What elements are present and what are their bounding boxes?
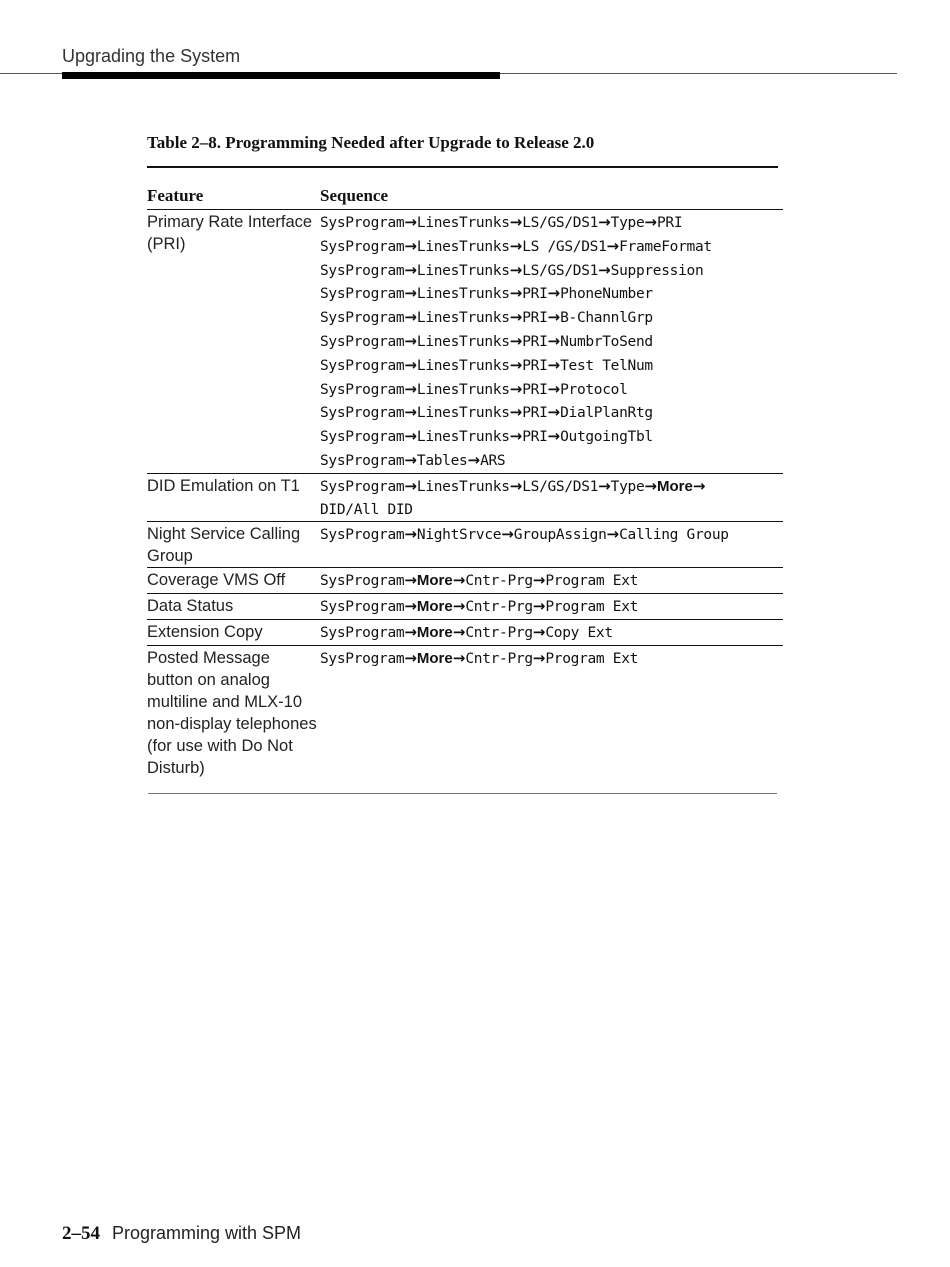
sequence-step: PRI — [522, 381, 548, 398]
sequence-line — [320, 211, 783, 235]
sequence-step: Cntr-Prg — [465, 573, 533, 590]
sequence-step: GroupAssign — [513, 527, 607, 544]
sequence-line — [320, 354, 783, 378]
sequence-step: Test TelNum — [560, 357, 653, 374]
arrow-icon: → — [452, 622, 466, 641]
arrow-icon: → — [509, 355, 523, 374]
sequence-step: LinesTrunks — [416, 405, 510, 422]
arrow-icon: → — [509, 331, 523, 350]
feature-cell: Coverage VMS Off — [147, 571, 286, 590]
arrow-icon: → — [404, 213, 417, 231]
page-number: 2–54 — [62, 1223, 100, 1244]
arrow-icon: → — [598, 213, 611, 231]
sequence-cell — [320, 594, 783, 619]
arrow-icon: → — [532, 571, 546, 590]
table-bottom-rule — [148, 793, 777, 794]
sequence-cell — [320, 474, 783, 522]
sequence-step: Program Ext — [545, 573, 639, 590]
arrow-icon: → — [547, 308, 561, 327]
sequence-line — [320, 282, 783, 306]
sequence-step: LinesTrunks — [416, 215, 510, 231]
sequence-line — [320, 235, 783, 259]
column-header-feature: Feature — [147, 186, 204, 205]
arrow-icon: → — [509, 308, 523, 327]
arrow-icon: → — [598, 476, 611, 495]
sequence-step: Cntr-Prg — [465, 624, 533, 641]
sequence-cell — [320, 568, 783, 593]
arrow-icon: → — [509, 476, 523, 495]
sequence-line — [320, 499, 783, 522]
arrow-icon: → — [404, 622, 417, 641]
sequence-step: SysProgram — [320, 599, 405, 616]
sequence-line — [320, 449, 783, 473]
sequence-step: LinesTrunks — [416, 238, 510, 255]
sequence-line — [320, 425, 783, 449]
sequence-line — [320, 595, 783, 619]
feature-cell: Extension Copy — [147, 622, 263, 641]
arrow-icon: → — [404, 355, 417, 374]
sequence-line — [320, 475, 783, 499]
arrow-icon: → — [532, 648, 546, 667]
sequence-step: SysProgram — [320, 286, 405, 303]
arrow-icon: → — [509, 284, 523, 303]
table-row — [147, 474, 783, 523]
arrow-icon: → — [501, 525, 514, 544]
sequence-step: More — [416, 572, 453, 590]
table-row — [147, 620, 783, 646]
table-row — [147, 594, 783, 620]
sequence-cell — [320, 522, 783, 567]
arrow-icon: → — [452, 597, 466, 616]
sequence-step: B-ChannlGrp — [560, 310, 653, 327]
sequence-step: DID/All DID — [320, 501, 413, 518]
footer-title: Programming with SPM — [112, 1223, 302, 1243]
sequence-step: LinesTrunks — [416, 429, 510, 446]
sequence-step: PRI — [522, 357, 548, 374]
arrow-icon: → — [404, 379, 417, 398]
sequence-step: SysProgram — [320, 452, 405, 469]
arrow-icon: → — [509, 427, 523, 446]
feature-cell: Primary Rate Interface (PRI) — [147, 213, 313, 253]
sequence-step: Type — [610, 215, 645, 231]
arrow-icon: → — [404, 571, 417, 590]
sequence-step: SysProgram — [320, 405, 405, 422]
feature-cell: DID Emulation on T1 — [147, 476, 300, 495]
sequence-step: Copy Ext — [545, 624, 613, 641]
sequence-line — [320, 306, 783, 330]
arrow-icon: → — [606, 525, 620, 544]
feature-cell: Posted Message button on analog multiline and MLX-10 non-display telephones (for use with Do Not Disturb) — [147, 648, 317, 777]
sequence-step: SysProgram — [320, 527, 405, 544]
sequence-step: SysProgram — [320, 215, 405, 231]
sequence-step: NumbrToSend — [560, 333, 653, 350]
sequence-step: Type — [610, 478, 645, 495]
sequence-step: Program Ext — [545, 650, 639, 667]
table-row — [147, 568, 783, 594]
feature-cell: Night Service Calling Group — [147, 525, 301, 566]
arrow-icon: → — [404, 648, 417, 667]
column-header-sequence: Sequence — [320, 186, 388, 205]
sequence-step: More — [656, 477, 693, 495]
arrow-icon: → — [509, 213, 523, 231]
sequence-step: Program Ext — [545, 599, 639, 616]
sequence-step: LS /GS/DS1 — [522, 238, 607, 255]
sequence-step: LinesTrunks — [416, 478, 510, 495]
arrow-icon: → — [644, 476, 657, 495]
arrow-icon: → — [509, 236, 523, 255]
arrow-icon: → — [606, 236, 620, 255]
table-row — [147, 646, 783, 779]
sequence-step: Cntr-Prg — [465, 650, 533, 667]
sequence-step: PRI — [656, 215, 683, 231]
arrow-icon: → — [547, 284, 561, 303]
arrow-icon: → — [467, 450, 481, 469]
arrow-icon: → — [404, 403, 417, 422]
sequence-step: Calling Group — [619, 527, 729, 544]
arrow-icon: → — [547, 331, 561, 350]
sequence-step: LinesTrunks — [416, 357, 510, 374]
sequence-step: SysProgram — [320, 478, 405, 495]
sequence-step: SysProgram — [320, 238, 405, 255]
sequence-step: Cntr-Prg — [465, 599, 533, 616]
page-footer — [62, 1223, 301, 1245]
sequence-step: SysProgram — [320, 262, 405, 279]
arrow-icon: → — [404, 331, 417, 350]
sequence-step: LS/GS/DS1 — [522, 262, 599, 279]
arrow-icon: → — [547, 355, 561, 374]
arrow-icon: → — [509, 379, 523, 398]
sequence-line — [320, 401, 783, 425]
header-title: Upgrading the System — [62, 46, 241, 66]
sequence-cell — [320, 646, 783, 779]
sequence-step: LinesTrunks — [416, 310, 510, 327]
header-bar — [62, 72, 500, 79]
sequence-step: Suppression — [610, 262, 704, 279]
sequence-step: PhoneNumber — [560, 286, 653, 303]
sequence-line — [320, 647, 783, 671]
sequence-step: FrameFormat — [619, 238, 712, 255]
caption-rule — [147, 166, 778, 168]
sequence-line — [320, 378, 783, 402]
sequence-step: Tables — [416, 452, 468, 469]
arrow-icon: → — [644, 213, 657, 231]
sequence-line — [320, 330, 783, 354]
arrow-icon: → — [452, 648, 466, 667]
sequence-step: LinesTrunks — [416, 381, 510, 398]
sequence-step: PRI — [522, 405, 548, 422]
sequence-cell — [320, 620, 783, 645]
sequence-step: SysProgram — [320, 381, 405, 398]
sequence-step: PRI — [522, 333, 548, 350]
arrow-icon: → — [509, 260, 523, 279]
sequence-step: SysProgram — [320, 429, 405, 446]
sequence-step: SysProgram — [320, 573, 405, 590]
arrow-icon: → — [404, 525, 417, 544]
sequence-step: LinesTrunks — [416, 262, 510, 279]
arrow-icon: → — [452, 571, 466, 590]
arrow-icon: → — [404, 236, 417, 255]
sequence-step: LS/GS/DS1 — [522, 215, 599, 231]
table-caption: Table 2–8. Programming Needed after Upgrade to Release 2.0 — [147, 133, 595, 152]
arrow-icon: → — [692, 476, 706, 495]
sequence-step: PRI — [522, 310, 548, 327]
table-row — [147, 210, 783, 474]
sequence-step: NightSrvce — [416, 527, 502, 544]
sequence-step: SysProgram — [320, 624, 405, 641]
sequence-line — [320, 259, 783, 283]
arrow-icon: → — [404, 308, 417, 327]
arrow-icon: → — [532, 597, 546, 616]
sequence-step: PRI — [522, 286, 548, 303]
sequence-line — [320, 621, 783, 645]
sequence-step: OutgoingTbl — [560, 429, 653, 446]
sequence-line — [320, 523, 783, 547]
arrow-icon: → — [532, 622, 546, 641]
sequence-step: LinesTrunks — [416, 333, 510, 350]
sequence-step: SysProgram — [320, 310, 405, 327]
sequence-step: PRI — [522, 429, 548, 446]
sequence-step: ARS — [480, 452, 506, 469]
arrow-icon: → — [404, 597, 417, 616]
arrow-icon: → — [547, 427, 561, 446]
sequence-step: Protocol — [560, 381, 628, 398]
programming-table — [147, 209, 783, 779]
arrow-icon: → — [404, 450, 417, 469]
sequence-step: More — [416, 623, 453, 641]
sequence-step: More — [416, 649, 453, 667]
sequence-step: LS/GS/DS1 — [522, 478, 599, 495]
sequence-line — [320, 569, 783, 593]
sequence-step: DialPlanRtg — [560, 405, 653, 422]
sequence-step: SysProgram — [320, 650, 405, 667]
arrow-icon: → — [547, 403, 561, 422]
arrow-icon: → — [404, 427, 417, 446]
arrow-icon: → — [404, 260, 417, 279]
sequence-step: LinesTrunks — [416, 286, 510, 303]
sequence-step: SysProgram — [320, 357, 405, 374]
sequence-step: More — [416, 598, 453, 616]
sequence-step: SysProgram — [320, 333, 405, 350]
arrow-icon: → — [509, 403, 523, 422]
arrow-icon: → — [598, 260, 611, 279]
arrow-icon: → — [404, 476, 417, 495]
sequence-cell — [320, 210, 783, 473]
arrow-icon: → — [547, 379, 561, 398]
arrow-icon: → — [404, 284, 417, 303]
feature-cell: Data Status — [147, 597, 234, 616]
table-row — [147, 522, 783, 568]
